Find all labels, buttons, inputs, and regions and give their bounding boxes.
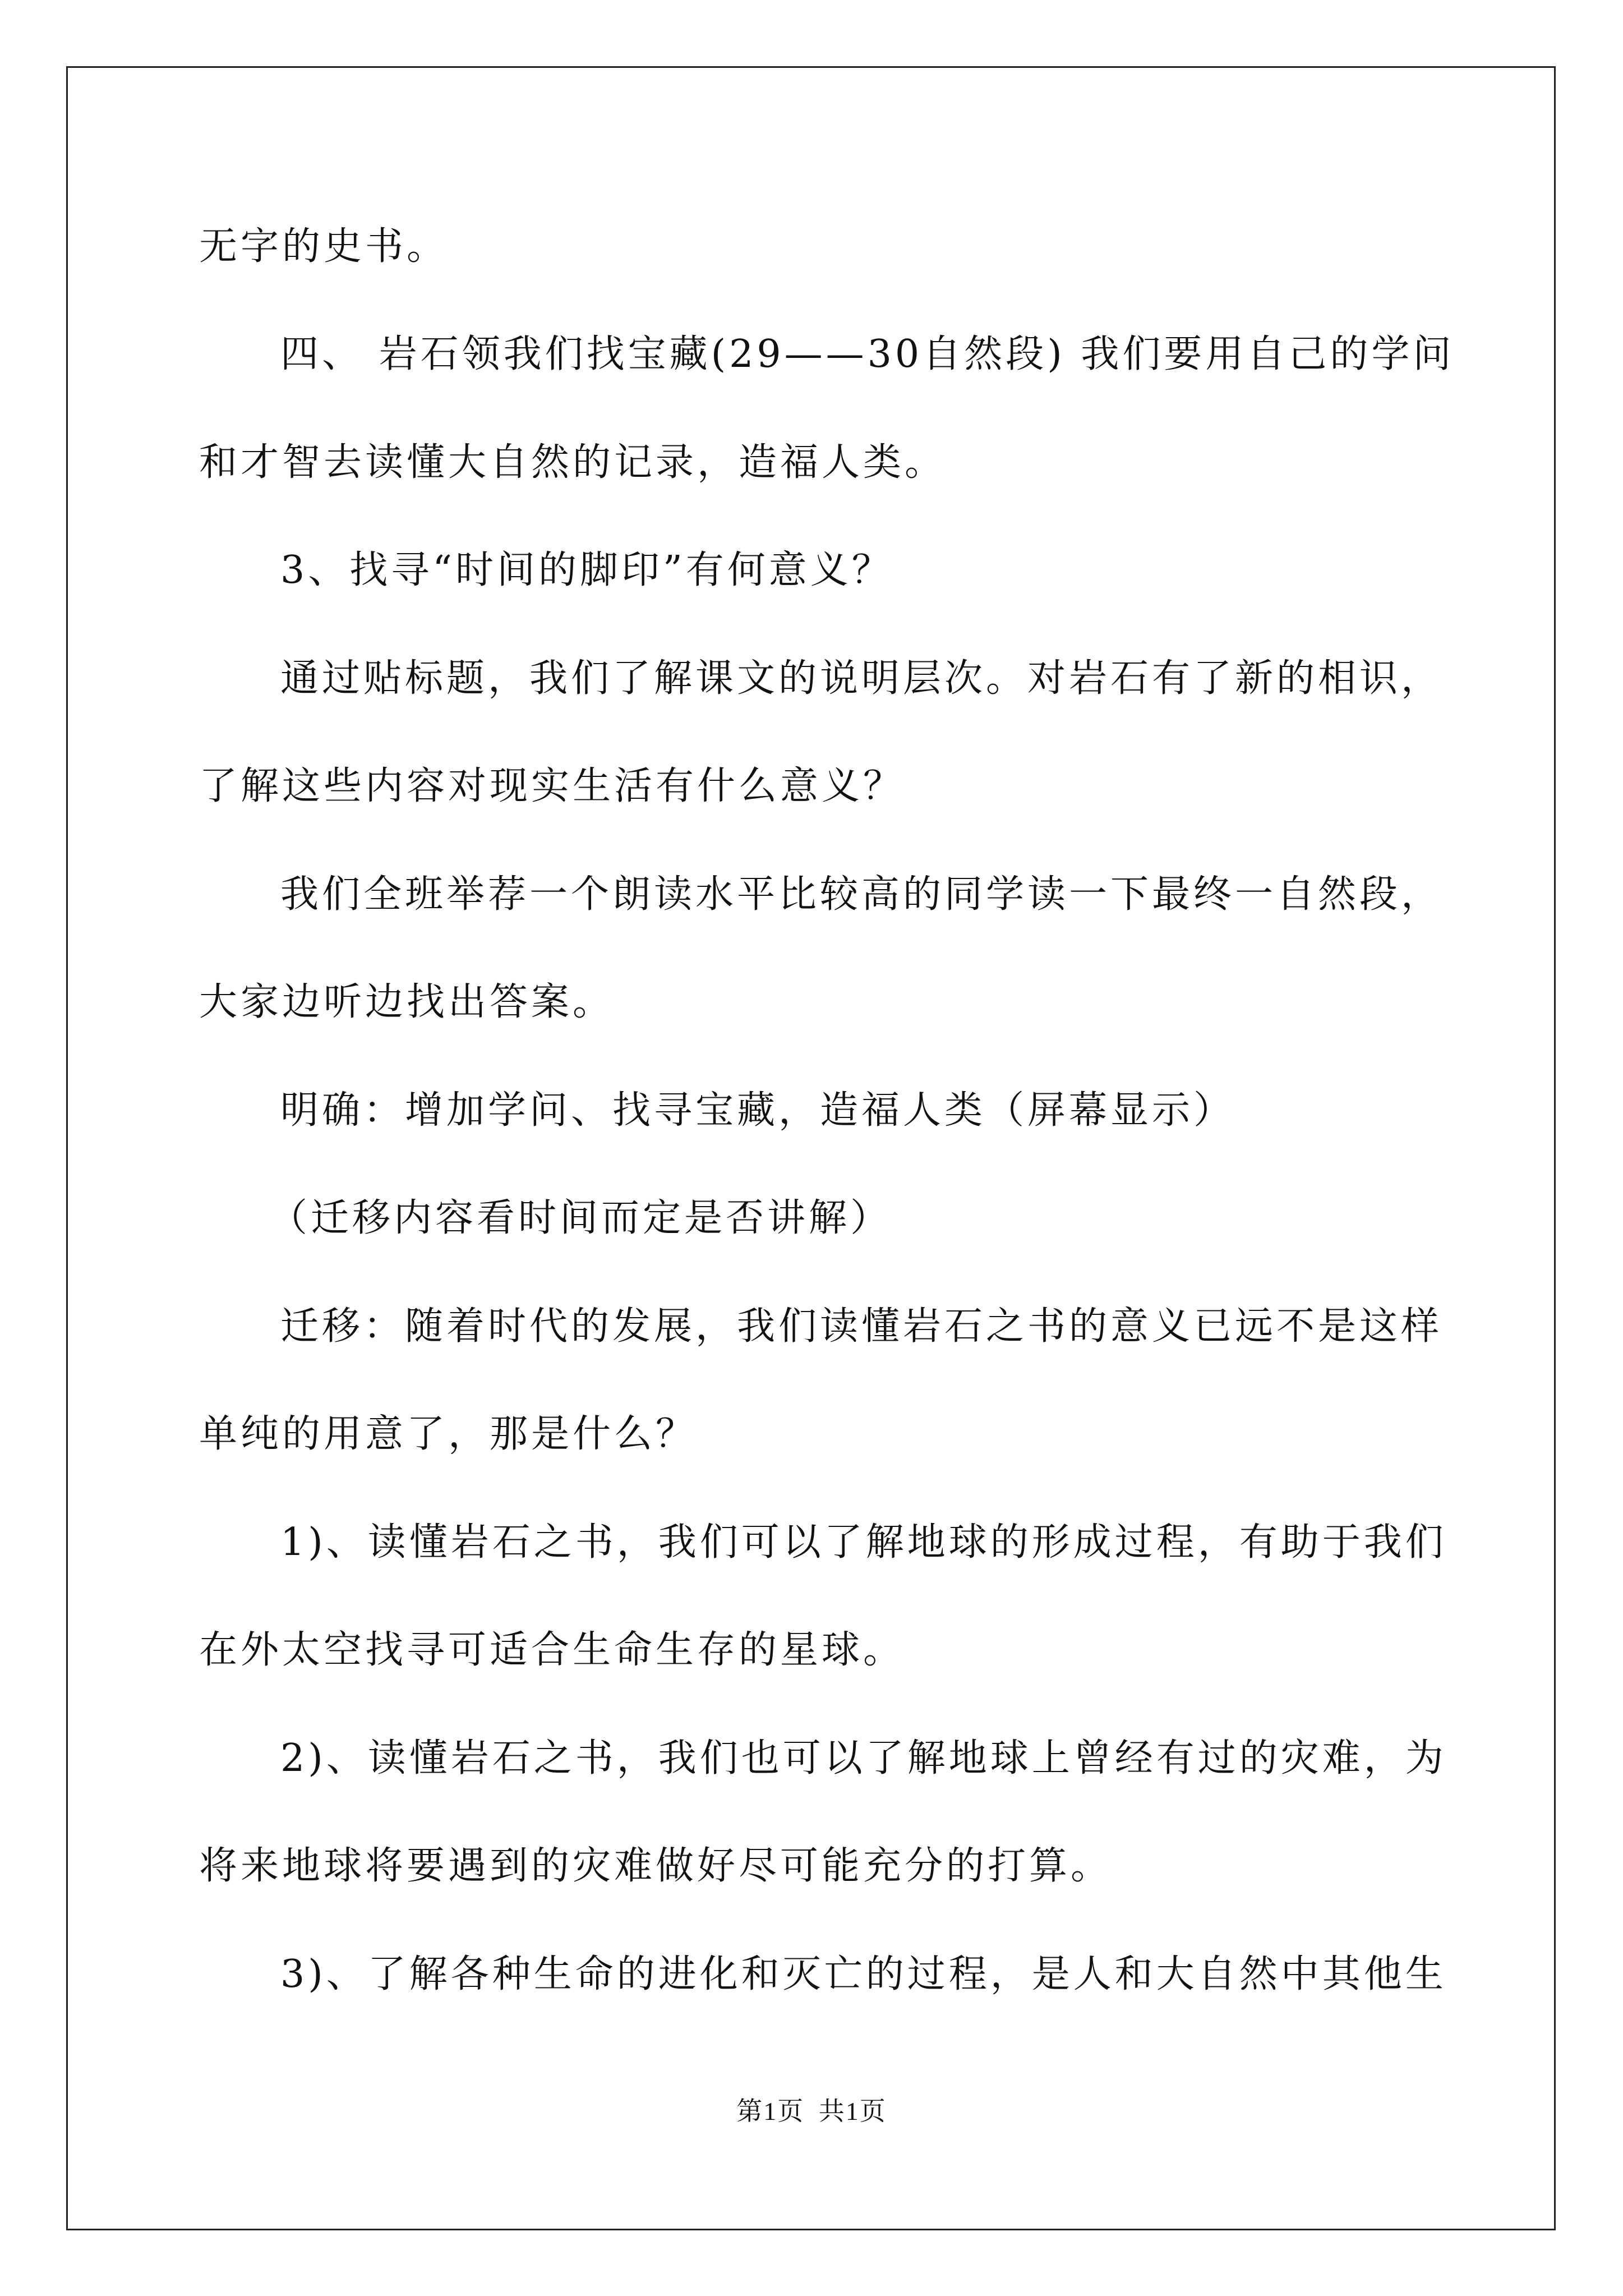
text-line-6: 了解这些内容对现实生活有什么意义？	[199, 764, 905, 808]
text-line-8: 大家边听边找出答案。	[199, 980, 615, 1024]
text-line-3: 和才智去读懂大自然的记录，造福人类。	[199, 440, 947, 485]
text-line-9: 明确：增加学问、找寻宝藏，造福人类（屏幕显示）	[280, 1088, 1235, 1133]
text-line-12: 单纯的用意了，那是什么？	[199, 1412, 698, 1456]
text-line-15: 2)、读懂岩石之书，我们也可以了解地球上曾经有过的灾难，为	[280, 1736, 1447, 1780]
text-line-17: 3)、了解各种生命的进化和灭亡的过程，是人和大自然中其他生	[280, 1952, 1447, 1996]
text-line-4: 3、找寻“时间的脚印”有何意义？	[280, 548, 893, 592]
text-line-7: 我们全班举荐一个朗读水平比较高的同学读一下最终一自然段，	[280, 872, 1443, 917]
text-line-5: 通过贴标题，我们了解课文的说明层次。对岩石有了新的相识，	[280, 656, 1443, 701]
text-line-2: 四、 岩石领我们找宝藏(29——30自然段) 我们要用自己的学问	[280, 332, 1455, 376]
text-line-16: 将来地球将要遇到的灾难做好尽可能充分的打算。	[199, 1844, 1113, 1888]
page-total: 共1页	[818, 2097, 887, 2125]
text-line-1: 无字的史书。	[199, 224, 449, 269]
page-border	[66, 66, 1556, 2230]
text-line-11: 迁移：随着时代的发展，我们读懂岩石之书的意义已远不是这样	[280, 1304, 1443, 1349]
text-line-14: 在外太空找寻可适合生命生存的星球。	[199, 1628, 905, 1672]
text-line-13: 1)、读懂岩石之书，我们可以了解地球的形成过程，有助于我们	[280, 1520, 1447, 1565]
page-footer	[0, 2095, 1623, 2128]
page-number: 第1页	[736, 2097, 805, 2125]
text-line-10: （迁移内容看时间而定是否讲解）	[269, 1196, 892, 1240]
